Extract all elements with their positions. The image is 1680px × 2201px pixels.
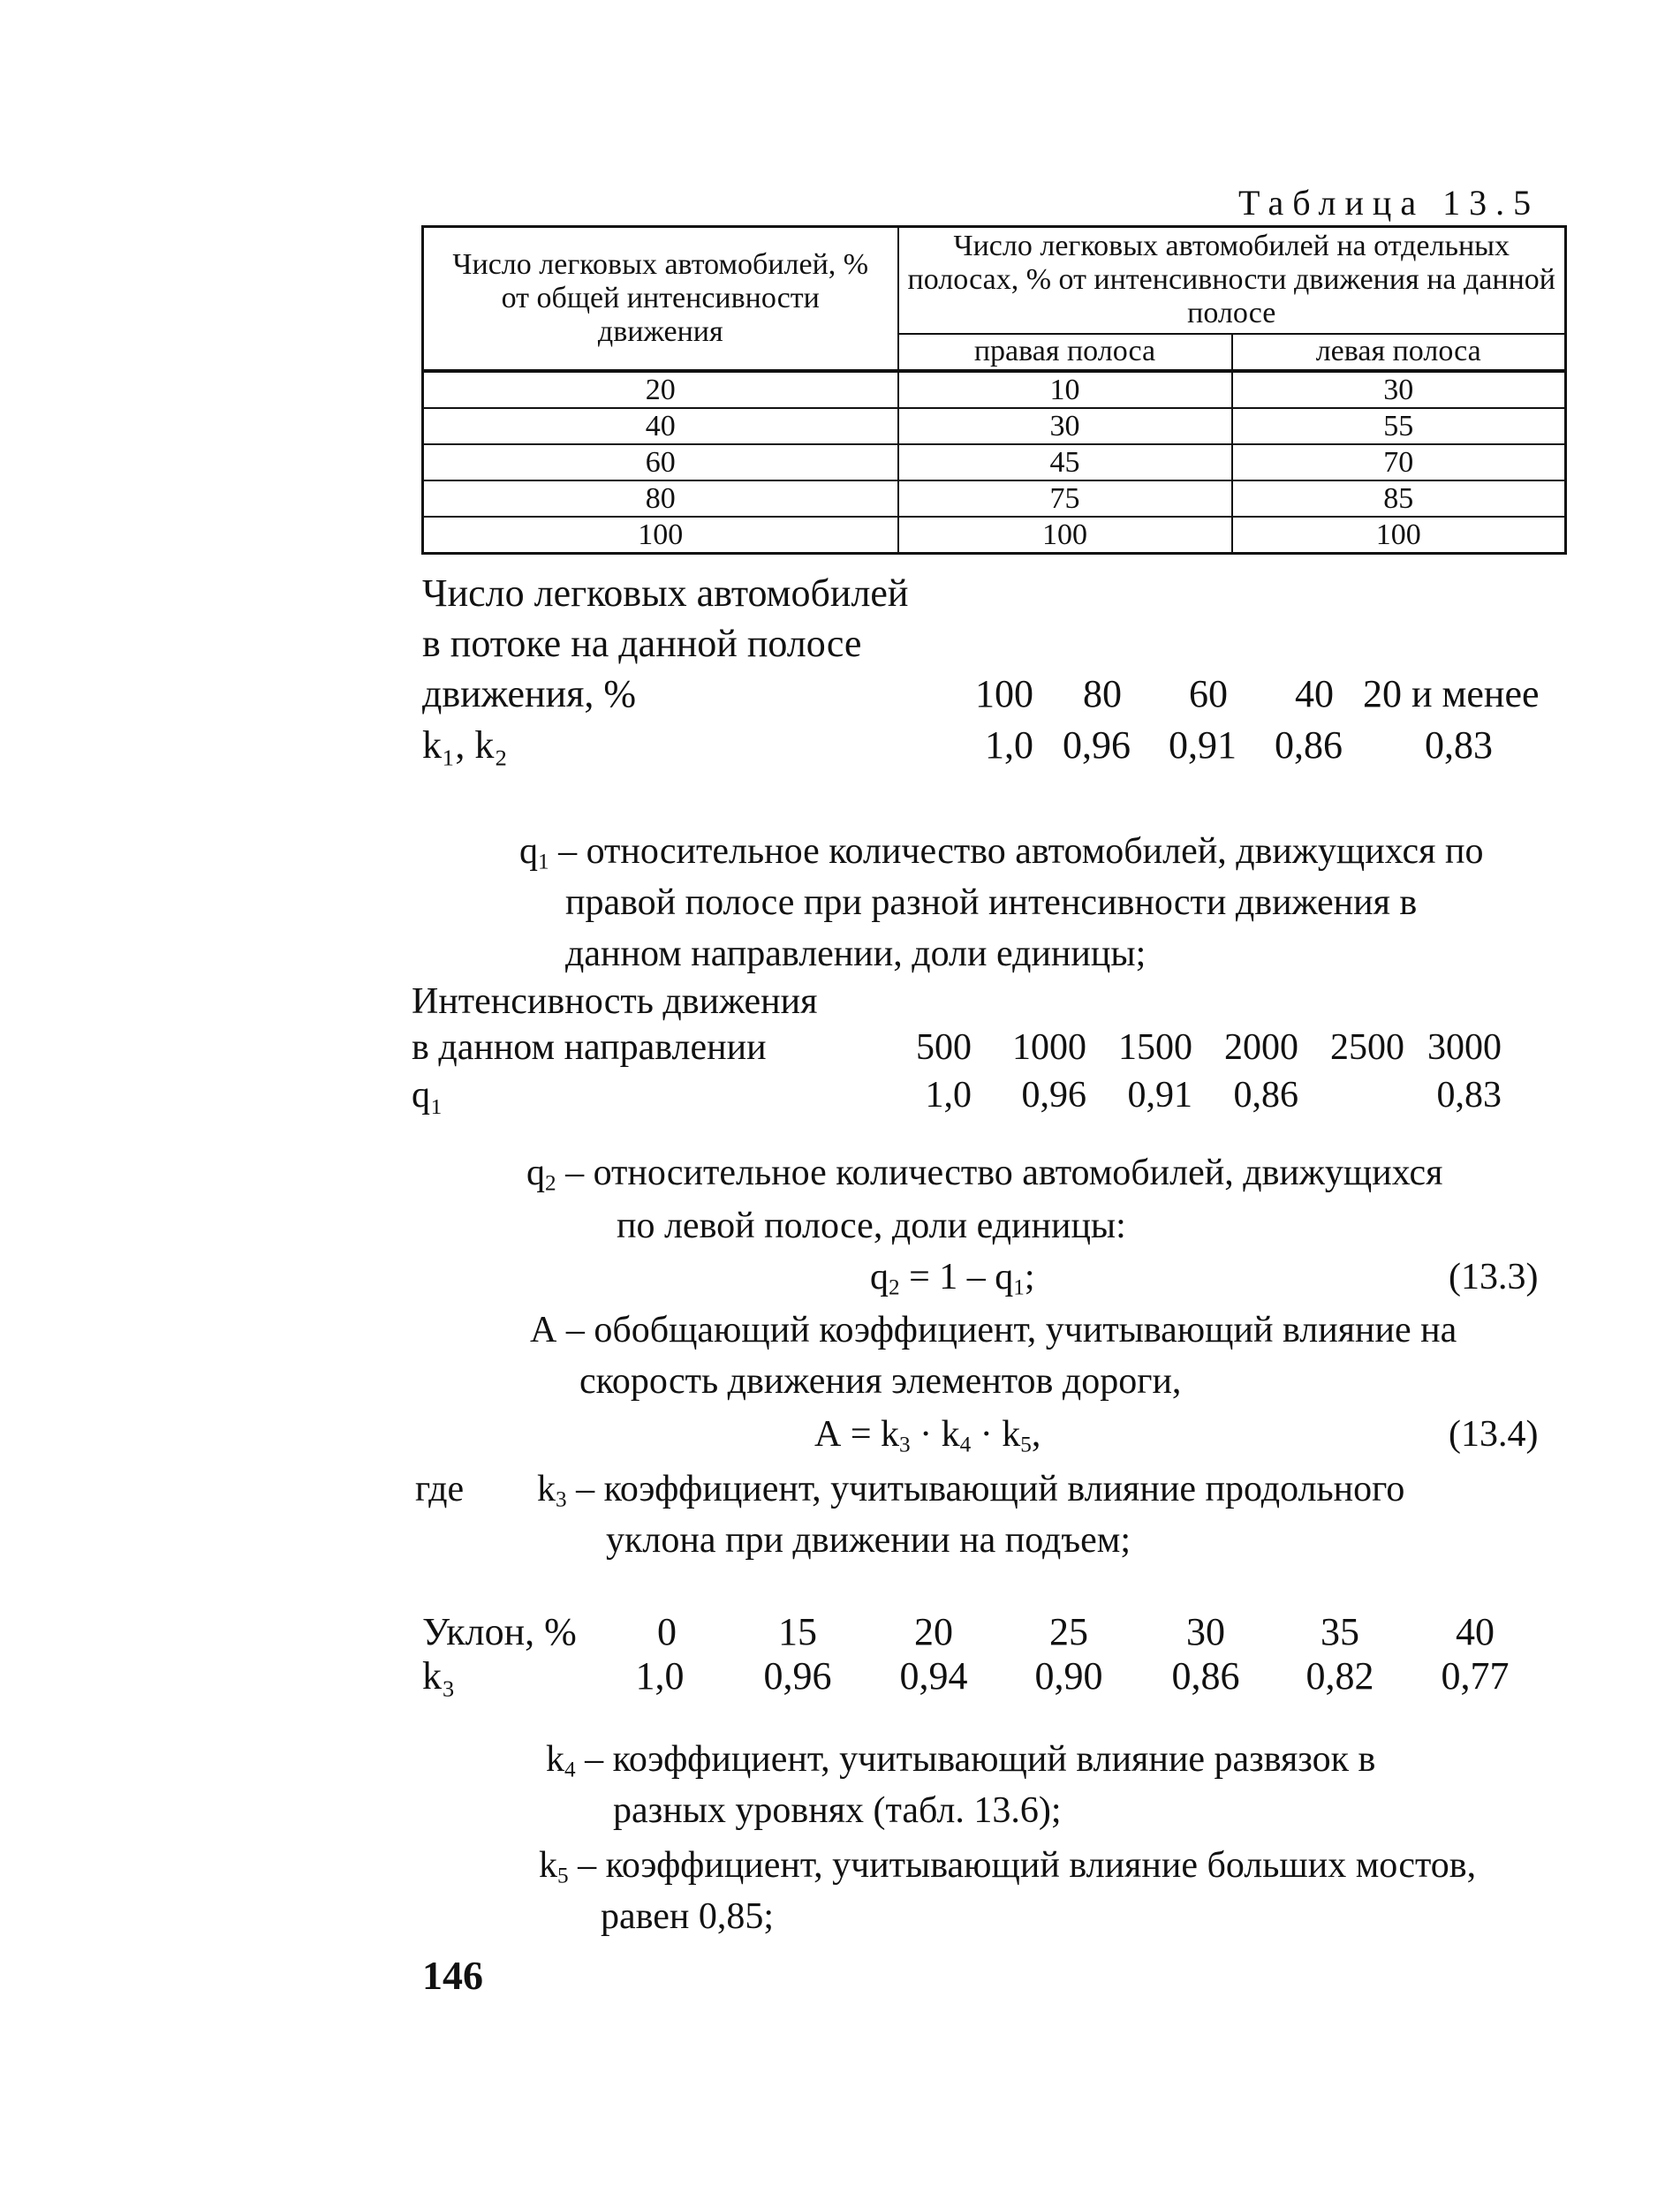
k12-coef: 0,83 — [1425, 723, 1493, 767]
table-row — [423, 480, 1566, 517]
slope-value: 35 — [1321, 1610, 1359, 1653]
k12-row-label: k₁, k₂ — [422, 723, 508, 767]
table-row — [423, 371, 1566, 408]
table-row — [423, 517, 1566, 554]
slope-value: 30 — [1186, 1610, 1225, 1653]
k3-coef: 0,96 — [763, 1654, 832, 1698]
table-cell: 20 — [423, 371, 898, 408]
column-header-total: Число легковых автомобилей, % от общей интенсивности движения — [423, 227, 898, 372]
k12-coef: 0,91 — [1169, 723, 1237, 767]
a-definition-line2: скорость движения элементов дороги, — [579, 1361, 1182, 1402]
q1-table-label-line1: Интенсивность движения — [412, 981, 818, 1022]
intensity-value: 1500 — [1118, 1027, 1192, 1068]
q1-coef: 0,96 — [1021, 1075, 1086, 1116]
column-header-left-lane: левая полоса — [1232, 334, 1566, 371]
k4-definition-line1: $k_4$ – коэффициент, учитывающий влияние развязок в — [546, 1739, 1376, 1782]
table-cell: 100 — [898, 517, 1232, 554]
q1-table-row-label: q₁ — [412, 1075, 443, 1116]
k12-value: 80 — [1083, 672, 1122, 715]
equation-13-4: $А = k_3 \cdot k_4 \cdot k_5$, — [814, 1414, 1041, 1457]
q2-definition-line1: $q_2$ – относительное количество автомобилей, движущихся — [526, 1153, 1443, 1196]
q1-coef: 0,86 — [1233, 1075, 1298, 1116]
table-cell: 30 — [1232, 371, 1566, 408]
k12-value: 60 — [1189, 672, 1228, 715]
k5-definition-line1: $k_5$ – коэффициент, учитывающий влияние больших мостов, — [539, 1845, 1477, 1888]
q1-definition-line2: правой полосе при разной интенсивности движения в — [565, 882, 1418, 923]
column-header-lanes: Число легковых автомобилей на отдельных полосах, % от интенсивности движения на данной полосе — [898, 227, 1566, 334]
table-cell: 45 — [898, 444, 1232, 480]
table-cell: 85 — [1232, 480, 1566, 517]
k12-coef: 1,0 — [985, 723, 1033, 767]
table-cell: 100 — [1232, 517, 1566, 554]
k3-row-label: k₃ — [422, 1654, 456, 1698]
slope-value: 25 — [1049, 1610, 1088, 1653]
table-cell: 40 — [423, 408, 898, 444]
table-cell: 30 — [898, 408, 1232, 444]
table-cell: 80 — [423, 480, 898, 517]
k12-coef: 0,86 — [1275, 723, 1343, 767]
slope-value: 0 — [657, 1610, 677, 1653]
table-title: Таблица 13.5 — [1238, 183, 1540, 223]
k3-definition-line1: $k_3$ – коэффициент, учитывающий влияние продольного — [537, 1469, 1405, 1512]
intensity-value: 500 — [916, 1027, 972, 1068]
k5-definition-line2: равен 0,85; — [601, 1896, 775, 1937]
table-cell: 60 — [423, 444, 898, 480]
equation-13-3-number: (13.3) — [1449, 1257, 1539, 1297]
q1-table-label-line2: в данном направлении — [412, 1027, 767, 1068]
q1-coef: 0,83 — [1436, 1075, 1502, 1116]
intensity-value: 1000 — [1012, 1027, 1086, 1068]
q2-definition-line2: по левой полосе, доли единицы: — [617, 1206, 1126, 1246]
k4-definition-line2: разных уровнях (табл. 13.6); — [613, 1790, 1062, 1831]
page-number: 146 — [422, 1953, 483, 1998]
table-13-5 — [421, 225, 1567, 555]
k3-definition-line2: уклона при движении на подъем; — [606, 1520, 1131, 1561]
equation-13-3: $q_2 = 1 - q_1$; — [870, 1257, 1035, 1300]
k12-coef: 0,96 — [1063, 723, 1131, 767]
k12-label-line2: в потоке на данной полосе — [422, 622, 862, 665]
k3-coef: 0,77 — [1441, 1654, 1510, 1698]
k3-coef: 1,0 — [635, 1654, 685, 1698]
equation-13-4-number: (13.4) — [1449, 1414, 1539, 1455]
column-header-right-lane: правая полоса — [898, 334, 1232, 371]
where-word: где — [415, 1469, 465, 1509]
k12-value: 100 — [975, 672, 1033, 715]
k3-coef: 0,94 — [899, 1654, 968, 1698]
slope-label: Уклон, % — [422, 1610, 577, 1653]
table-cell: 55 — [1232, 408, 1566, 444]
k3-coef: 0,90 — [1034, 1654, 1103, 1698]
k12-label-line3: движения, % — [422, 672, 637, 715]
table-row — [423, 444, 1566, 480]
table-cell: 75 — [898, 480, 1232, 517]
slope-value: 15 — [778, 1610, 817, 1653]
slope-value: 40 — [1456, 1610, 1495, 1653]
intensity-value: 2000 — [1224, 1027, 1298, 1068]
intensity-value: 2500 — [1330, 1027, 1404, 1068]
k12-value: 20 и менее — [1363, 672, 1540, 715]
a-definition-line1: А – обобщающий коэффициент, учитывающий влияние на — [530, 1310, 1457, 1350]
table-cell: 10 — [898, 371, 1232, 408]
q1-definition-line3: данном направлении, доли единицы; — [565, 934, 1146, 974]
table-row — [423, 408, 1566, 444]
table-cell: 100 — [423, 517, 898, 554]
q1-coef: 1,0 — [925, 1075, 972, 1116]
slope-value: 20 — [914, 1610, 953, 1653]
q1-coef: 0,91 — [1127, 1075, 1192, 1116]
k12-label-line1: Число легковых автомобилей — [422, 571, 909, 615]
table-cell: 70 — [1232, 444, 1566, 480]
k3-coef: 0,82 — [1305, 1654, 1374, 1698]
k3-coef: 0,86 — [1171, 1654, 1240, 1698]
intensity-value: 3000 — [1427, 1027, 1502, 1068]
q1-definition-line1: $q_1$ – относительное количество автомобилей, движущихся по — [519, 831, 1484, 874]
k12-value: 40 — [1295, 672, 1334, 715]
